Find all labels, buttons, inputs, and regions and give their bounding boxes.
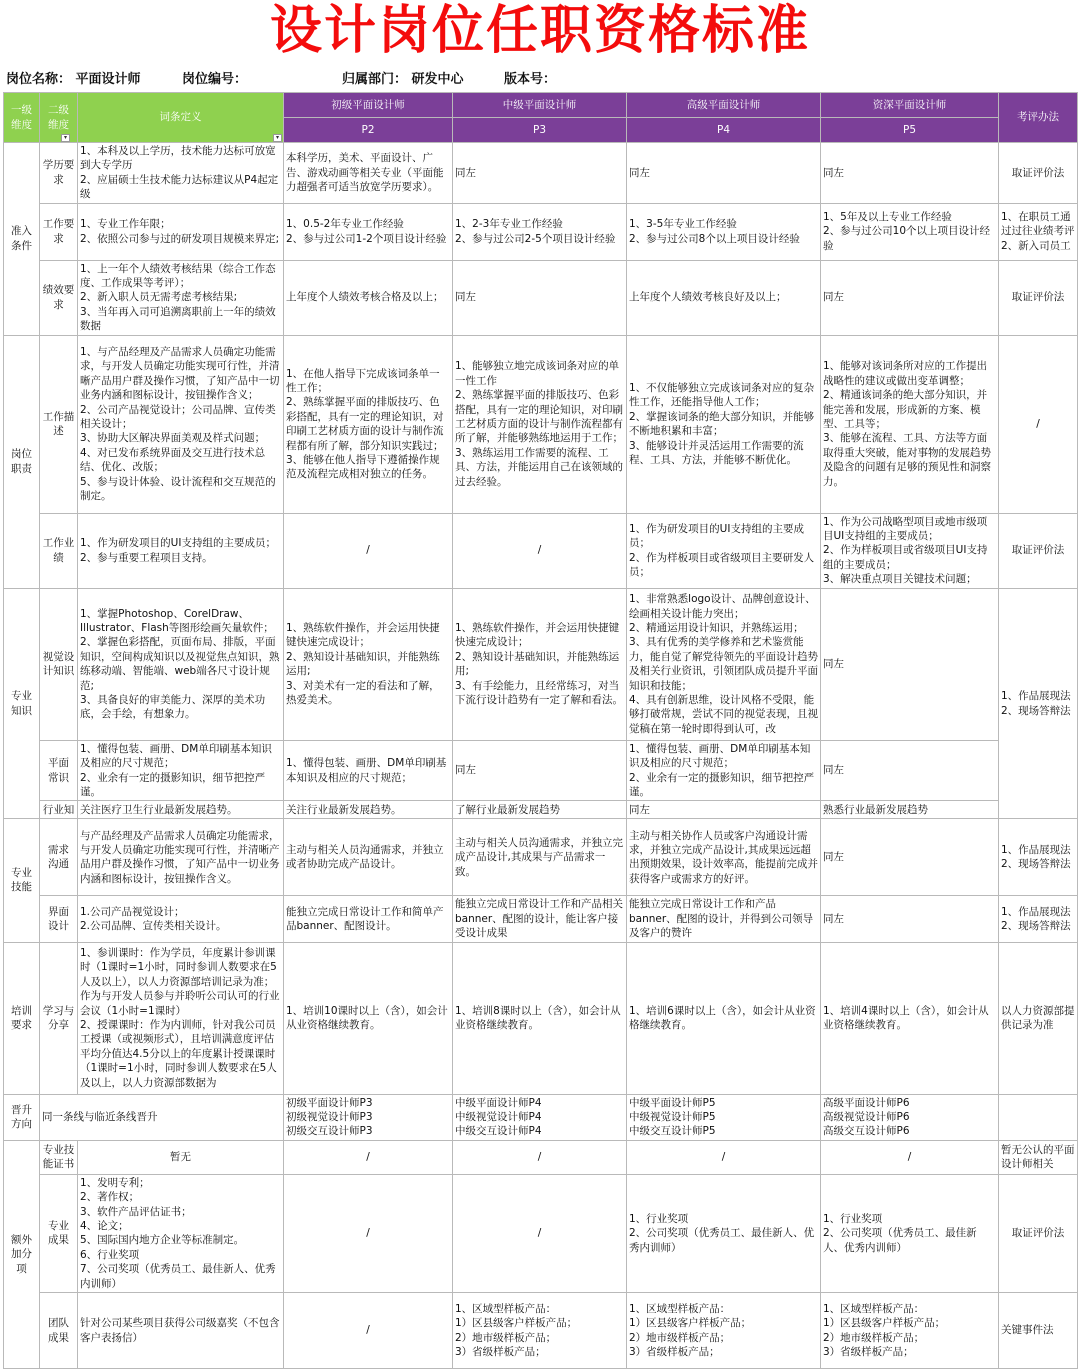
- level-p3-cell: 1、能够独立地完成该词条对应的单一性工作 2、熟练掌握平面的排版技巧、色彩搭配，具有一定的理论知识，对印刷工艺材质方面的设计与制作流程都有所了解，并能够熟练地运用于工作； 3、熟练运用工作需要的流程、工具、方法，并能运用自己在该领域的过去经验。: [453, 335, 627, 513]
- evaluation-cell: 以人力资源部提供记录为准: [999, 942, 1078, 1094]
- level-p3-cell: 同左: [453, 260, 627, 335]
- level-p4-cell: 1、培训6课时以上（含），如会计从业资格继续教育。: [627, 942, 821, 1094]
- dimension-2-cell: 工作描 述: [40, 335, 78, 513]
- level-p5-cell: 同左: [821, 896, 999, 942]
- level-p5-cell: 同左: [821, 260, 999, 335]
- definition-cell: 1、作为研发项目的UI支持组的主要成员； 2、参与重要工程项目支持。: [78, 513, 284, 588]
- level-p4-cell: 1、3-5年专业工作经验 2、参与过公司8个以上项目设计经验: [627, 203, 821, 260]
- dimension-2-cell: 学历要 求: [40, 143, 78, 204]
- dimension-1-cell: 专业 技能: [4, 819, 40, 942]
- dimension-1-cell: 专业 知识: [4, 588, 40, 819]
- definition-cell: 1、发明专利； 2、著作权； 3、软件产品评估证书； 4、论文； 5、国际国内地方企业等标准制定。 6、行业奖项 7、公司奖项（优秀员工、最佳新人、优秀内训师）: [78, 1174, 284, 1292]
- level-p3-cell: 1、培训8课时以上（含），如会计从业资格继续教育。: [453, 942, 627, 1094]
- level-p5-cell: /: [821, 1140, 999, 1174]
- dimension-2-cell: 绩效要 求: [40, 260, 78, 335]
- level-p3-cell: 1、区域型样板产品： 1）区县级客户样板产品； 2）地市级样板产品； 3）省级样板产品；: [453, 1293, 627, 1369]
- table-row: [4, 1140, 1078, 1174]
- evaluation-cell: 取证评价法: [999, 1174, 1078, 1292]
- level-p4-cell: 上年度个人绩效考核良好及以上；: [627, 260, 821, 335]
- header-grade: P2: [284, 118, 453, 143]
- level-p5-cell: 1、作为公司战略型项目或地市级项目UI支持组的主要成员； 2、作为样板项目或省级项目UI支持组的主要成员； 3、解决重点项目关键技术问题；: [821, 513, 999, 588]
- dimension-1-cell: 额外 加分 项: [4, 1140, 40, 1368]
- dimension-2-cell: 平面 常识: [40, 740, 78, 801]
- dimension-2-cell: 需求 沟通: [40, 819, 78, 896]
- level-p4-cell: 中级平面设计师P5 中级视觉设计师P5 中级交互设计师P5: [627, 1094, 821, 1140]
- level-p3-cell: 主动与相关人员沟通需求，并独立完成产品设计,其成果与产品需求一致。: [453, 819, 627, 896]
- position-name: 岗位名称： 平面设计师: [6, 72, 141, 87]
- table-row: [4, 819, 1078, 896]
- level-p4-cell: 同左: [627, 143, 821, 204]
- table-row: [4, 335, 1078, 513]
- header-level-name: 资深平面设计师: [821, 93, 999, 118]
- evaluation-cell: [999, 1094, 1078, 1140]
- level-p2-cell: 1、在他人指导下完成该词条单一性工作； 2、熟练掌握平面的排版技巧、色彩搭配，具有一定的理论知识，对印刷工艺材质方面的设计与制作流程都有所了解，部分知识实践过； 3、能够在他人指导下遵循操作规范及流程完成相对独立的任务。: [284, 335, 453, 513]
- dimension-2-cell: 专业技 能证书: [40, 1140, 78, 1174]
- level-p2-cell: 1、熟练软件操作，并会运用快捷键快速完成设计； 2、熟知设计基础知识，并能熟练运用; 3、对美术有一定的看法和了解，热爱美术。: [284, 588, 453, 740]
- header-grade: P3: [453, 118, 627, 143]
- evaluation-cell: 关键事件法: [999, 1293, 1078, 1369]
- level-p5-cell: 同左: [821, 819, 999, 896]
- position-meta: [6, 66, 1076, 88]
- evaluation-cell: /: [999, 335, 1078, 513]
- evaluation-cell: 暂无公认的平面设计师相关: [999, 1140, 1078, 1174]
- filter-dropdown-icon[interactable]: ▾: [273, 134, 282, 142]
- level-p2-cell: 本科学历，美术、平面设计、广告、游戏动画等相关专业（平面能力超强者可适当放宽学历要求）。: [284, 143, 453, 204]
- level-p5-cell: 1、培训4课时以上（含），如会计从业资格继续教育。: [821, 942, 999, 1094]
- level-p4-cell: 1、懂得包装、画册、DM单印刷基本知识及相应的尺寸规范； 2、业余有一定的摄影知识，细节把控严谨。: [627, 740, 821, 801]
- level-p5-cell: 1、能够对该词条所对应的工作提出战略性的建议或做出变革调整； 2、精通该词条的绝大部分知识，并能完善和发展，形成新的方案、模型、工具等； 3、能够在流程、工具、方法等方面取得重大突破，能对事物的发展趋势及隐含的问题有足够的预见性和洞察力。: [821, 335, 999, 513]
- definition-cell: 1、本科及以上学历，技术能力达标可放宽到大专学历 2、应届硕士生技术能力达标建议从P4起定级: [78, 143, 284, 204]
- level-p4-cell: 主动与相关协作人员或客户沟通设计需求，并独立完成产品设计,其成果远远超出预期效果，设计效率高，能提前完成并获得客户或需求方的好评。: [627, 819, 821, 896]
- header-level-name: 初级平面设计师: [284, 93, 453, 118]
- level-p5-cell: 同左: [821, 740, 999, 801]
- definition-cell: 同一条线与临近条线晋升: [40, 1094, 284, 1140]
- definition-cell: 暂无: [78, 1140, 284, 1174]
- page-title: 设计岗位任职资格标准: [269, 1, 810, 61]
- level-p4-cell: 能独立完成日常设计工作和产品banner、配图的设计，并得到公司领导及客户的赞许: [627, 896, 821, 942]
- header-level-name: 高级平面设计师: [627, 93, 821, 118]
- level-p4-cell: 1、不仅能够独立完成该词条对应的复杂性工作，还能指导他人工作； 2、掌握该词条的绝大部分知识，并能够不断地积累和丰富； 3、能够设计并灵活运用工作需要的流程、工具、方法，并能够不断优化。: [627, 335, 821, 513]
- table-row: [4, 588, 1078, 740]
- definition-cell: 1、专业工作年限； 2、依照公司参与过的研发项目规模来界定;: [78, 203, 284, 260]
- level-p3-cell: 能独立完成日常设计工作和产品相关banner、配图的设计，能让客户接受设计成果: [453, 896, 627, 942]
- level-p2-cell: 能独立完成日常设计工作和简单产品banner、配图设计。: [284, 896, 453, 942]
- table-row: [4, 896, 1078, 942]
- level-p5-cell: 高级平面设计师P6 高级视觉设计师P6 高级交互设计师P6: [821, 1094, 999, 1140]
- qualification-table: [3, 92, 1078, 1369]
- header-grade: P5: [821, 118, 999, 143]
- evaluation-cell: 取证评价法: [999, 260, 1078, 335]
- level-p2-cell: 1、培训10课时以上（含），如会计从业资格继续教育。: [284, 942, 453, 1094]
- level-p3-cell: 同左: [453, 143, 627, 204]
- evaluation-cell: 1、作品展现法 2、现场答辩法: [999, 819, 1078, 896]
- version: 版本号：: [504, 72, 557, 87]
- level-p2-cell: /: [284, 1293, 453, 1369]
- definition-cell: 1、上一年个人绩效考核结果（综合工作态度、工作成果等考评）； 2、新入职人员无需考虑考核结果; 3、当年再入司可追溯离职前上一年的绩效数据: [78, 260, 284, 335]
- table-row: [4, 1174, 1078, 1292]
- evaluation-cell: 1、在职员工通过过往业绩考评 2、新入司员工: [999, 203, 1078, 260]
- level-p2-cell: 1、懂得包装、画册、DM单印刷基本知识及相应的尺寸规范；: [284, 740, 453, 801]
- dimension-1-cell: 准入 条件: [4, 143, 40, 336]
- table-row: [4, 260, 1078, 335]
- position-code: 岗位编号：: [182, 72, 248, 87]
- dimension-2-cell: 专业 成果: [40, 1174, 78, 1292]
- level-p3-cell: /: [453, 1140, 627, 1174]
- department: 归属部门： 研发中心: [342, 72, 464, 87]
- table-row: [4, 942, 1078, 1094]
- dimension-2-cell: 视觉设 计知识: [40, 588, 78, 740]
- level-p2-cell: /: [284, 1140, 453, 1174]
- table-row: [4, 1293, 1078, 1369]
- header-definition[interactable]: 词条定义: [78, 93, 284, 143]
- definition-cell: 1、掌握Photoshop、CorelDraw、Illustrator、Flash等图形绘画矢量软件； 2、掌握色彩搭配，页面布局、排版，平面知识，空间构成知识以及视觉焦点知识，熟练移动端、智能端、web端各尺寸设计规范; 3、具备良好的审美能力、深厚的美术功底，会手绘，有想象力。: [78, 588, 284, 740]
- definition-cell: 针对公司某些项目获得公司级嘉奖（不包含客户表扬信）: [78, 1293, 284, 1369]
- level-p2-cell: /: [284, 1174, 453, 1292]
- level-p3-cell: /: [453, 513, 627, 588]
- evaluation-cell: 1、作品展现法 2、现场答辩法: [999, 588, 1078, 819]
- definition-cell: 1、参训课时：作为学员，年度累计参训课时（1课时=1小时，同时参训人数要求在5人及以上），以人力资源部培训记录为准；作为与开发人员参与并聆听公司认可的行业会议（1小时=1课时） 2、授课课时：作为内训师，针对我公司员工授课（或视频形式），且培训满意度评估平均分值达4.5分以上的年度累计授课课时（1课时=1小时，同时参训人数要求在5人及以上，以人力资源部数据为: [78, 942, 284, 1094]
- evaluation-cell: 1、作品展现法 2、现场答辩法: [999, 896, 1078, 942]
- level-p2-cell: 上年度个人绩效考核合格及以上；: [284, 260, 453, 335]
- level-p2-cell: 初级平面设计师P3 初级视觉设计师P3 初级交互设计师P3: [284, 1094, 453, 1140]
- table-row: [4, 143, 1078, 204]
- level-p2-cell: /: [284, 513, 453, 588]
- table-row: [4, 740, 1078, 801]
- filter-dropdown-icon[interactable]: ▾: [61, 134, 70, 142]
- level-p3-cell: 中级平面设计师P4 中级视觉设计师P4 中级交互设计师P4: [453, 1094, 627, 1140]
- definition-cell: 1、与产品经理及产品需求人员确定功能需求，与开发人员确定功能实现可行性，并清晰产品用户群及操作习惯，了知产品中一切业务内涵和图标设计，按钮操作含义； 2、公司产品视觉设计；公司品牌、宣传类相关设计； 3、协助大区解决界面美观及样式问题； 4、对已发布系统界面及交互进行技术总结、优化、改版； 5、参与设计体验、设计流程和交互规范的制定。: [78, 335, 284, 513]
- level-p4-cell: 1、区域型样板产品： 1）区县级客户样板产品； 2）地市级样板产品； 3）省级样板产品；: [627, 1293, 821, 1369]
- dimension-2-cell: 界面 设计: [40, 896, 78, 942]
- evaluation-cell: 取证评价法: [999, 143, 1078, 204]
- level-p2-cell: 关注行业最新发展趋势。: [284, 801, 453, 819]
- level-p5-cell: 同左: [821, 143, 999, 204]
- dimension-1-cell: 培训 要求: [4, 942, 40, 1094]
- level-p4-cell: 同左: [627, 801, 821, 819]
- level-p5-cell: 1、区域型样板产品： 1）区县级客户样板产品； 2）地市级样板产品； 3）省级样板产品；: [821, 1293, 999, 1369]
- level-p4-cell: 1、非常熟悉logo设计、品牌创意设计、绘画相关设计能力突出； 2、精通运用设计知识，并熟练运用； 3、具有优秀的美学修养和艺术鉴赏能力，能自觉了解党待领先的平面设计趋势及相关行业资讯，引领团队成员提升平面知识和技能； 4、具有创新思维，设计风格不受限，能够打破常规，尝试不同的视觉表现，且视觉稿在第一轮时即得到认可，改: [627, 588, 821, 740]
- header-dim1[interactable]: 一级 维度: [4, 93, 40, 143]
- table-row: [4, 513, 1078, 588]
- dimension-2-cell: 行业知: [40, 801, 78, 819]
- header-level-name: 中级平面设计师: [453, 93, 627, 118]
- evaluation-cell: 取证评价法: [999, 513, 1078, 588]
- header-evaluation: 考评办法: [999, 93, 1078, 143]
- dimension-2-cell: 学习与 分享: [40, 942, 78, 1094]
- table-row: [4, 1094, 1078, 1140]
- level-p4-cell: 1、行业奖项 2、公司奖项（优秀员工、最佳新人、优秀内训师）: [627, 1174, 821, 1292]
- level-p3-cell: /: [453, 1174, 627, 1292]
- dimension-2-cell: 工作要 求: [40, 203, 78, 260]
- level-p5-cell: 1、行业奖项 2、公司奖项（优秀员工、最佳新人、优秀内训师）: [821, 1174, 999, 1292]
- definition-cell: 1.公司产品视觉设计； 2.公司品牌、宣传类相关设计。: [78, 896, 284, 942]
- table-row: [4, 801, 1078, 819]
- level-p2-cell: 1、0.5-2年专业工作经验 2、参与过公司1-2个项目设计经验: [284, 203, 453, 260]
- header-dim2[interactable]: 二级 维度: [40, 93, 78, 143]
- level-p2-cell: 主动与相关人员沟通需求，并独立或者协助完成产品设计。: [284, 819, 453, 896]
- level-p3-cell: 1、2-3年专业工作经验 2、参与过公司2-5个项目设计经验: [453, 203, 627, 260]
- dimension-1-cell: 晋升 方向: [4, 1094, 40, 1140]
- dimension-1-cell: 岗位 职责: [4, 335, 40, 588]
- definition-cell: 与产品经理及产品需求人员确定功能需求，与开发人员确定功能实现可行性，并清晰产品用户群及操作习惯，了知产品中一切业务内涵和图标设计，按钮操作含义。: [78, 819, 284, 896]
- level-p3-cell: 了解行业最新发展趋势: [453, 801, 627, 819]
- level-p4-cell: /: [627, 1140, 821, 1174]
- table-row: [4, 203, 1078, 260]
- definition-cell: 1、懂得包装、画册、DM单印刷基本知识及相应的尺寸规范； 2、业余有一定的摄影知识，细节把控严谨。: [78, 740, 284, 801]
- level-p5-cell: 熟悉行业最新发展趋势: [821, 801, 999, 819]
- level-p5-cell: 1、5年及以上专业工作经验 2、参与过公司10个以上项目设计经验: [821, 203, 999, 260]
- level-p3-cell: 1、熟练软件操作，并会运用快捷键快速完成设计； 2、熟知设计基础知识，并能熟练运用; 3、有手绘能力，且经常练习，对当下流行设计趋势有一定了解和看法。: [453, 588, 627, 740]
- dimension-2-cell: 工作业 绩: [40, 513, 78, 588]
- definition-cell: 关注医疗卫生行业最新发展趋势。: [78, 801, 284, 819]
- header-grade: P4: [627, 118, 821, 143]
- level-p4-cell: 1、作为研发项目的UI支持组的主要成员； 2、作为样板项目或省级项目主要研发人员；: [627, 513, 821, 588]
- level-p5-cell: 同左: [821, 588, 999, 740]
- table-body: [4, 143, 1078, 1369]
- dimension-2-cell: 团队 成果: [40, 1293, 78, 1369]
- level-p3-cell: 同左: [453, 740, 627, 801]
